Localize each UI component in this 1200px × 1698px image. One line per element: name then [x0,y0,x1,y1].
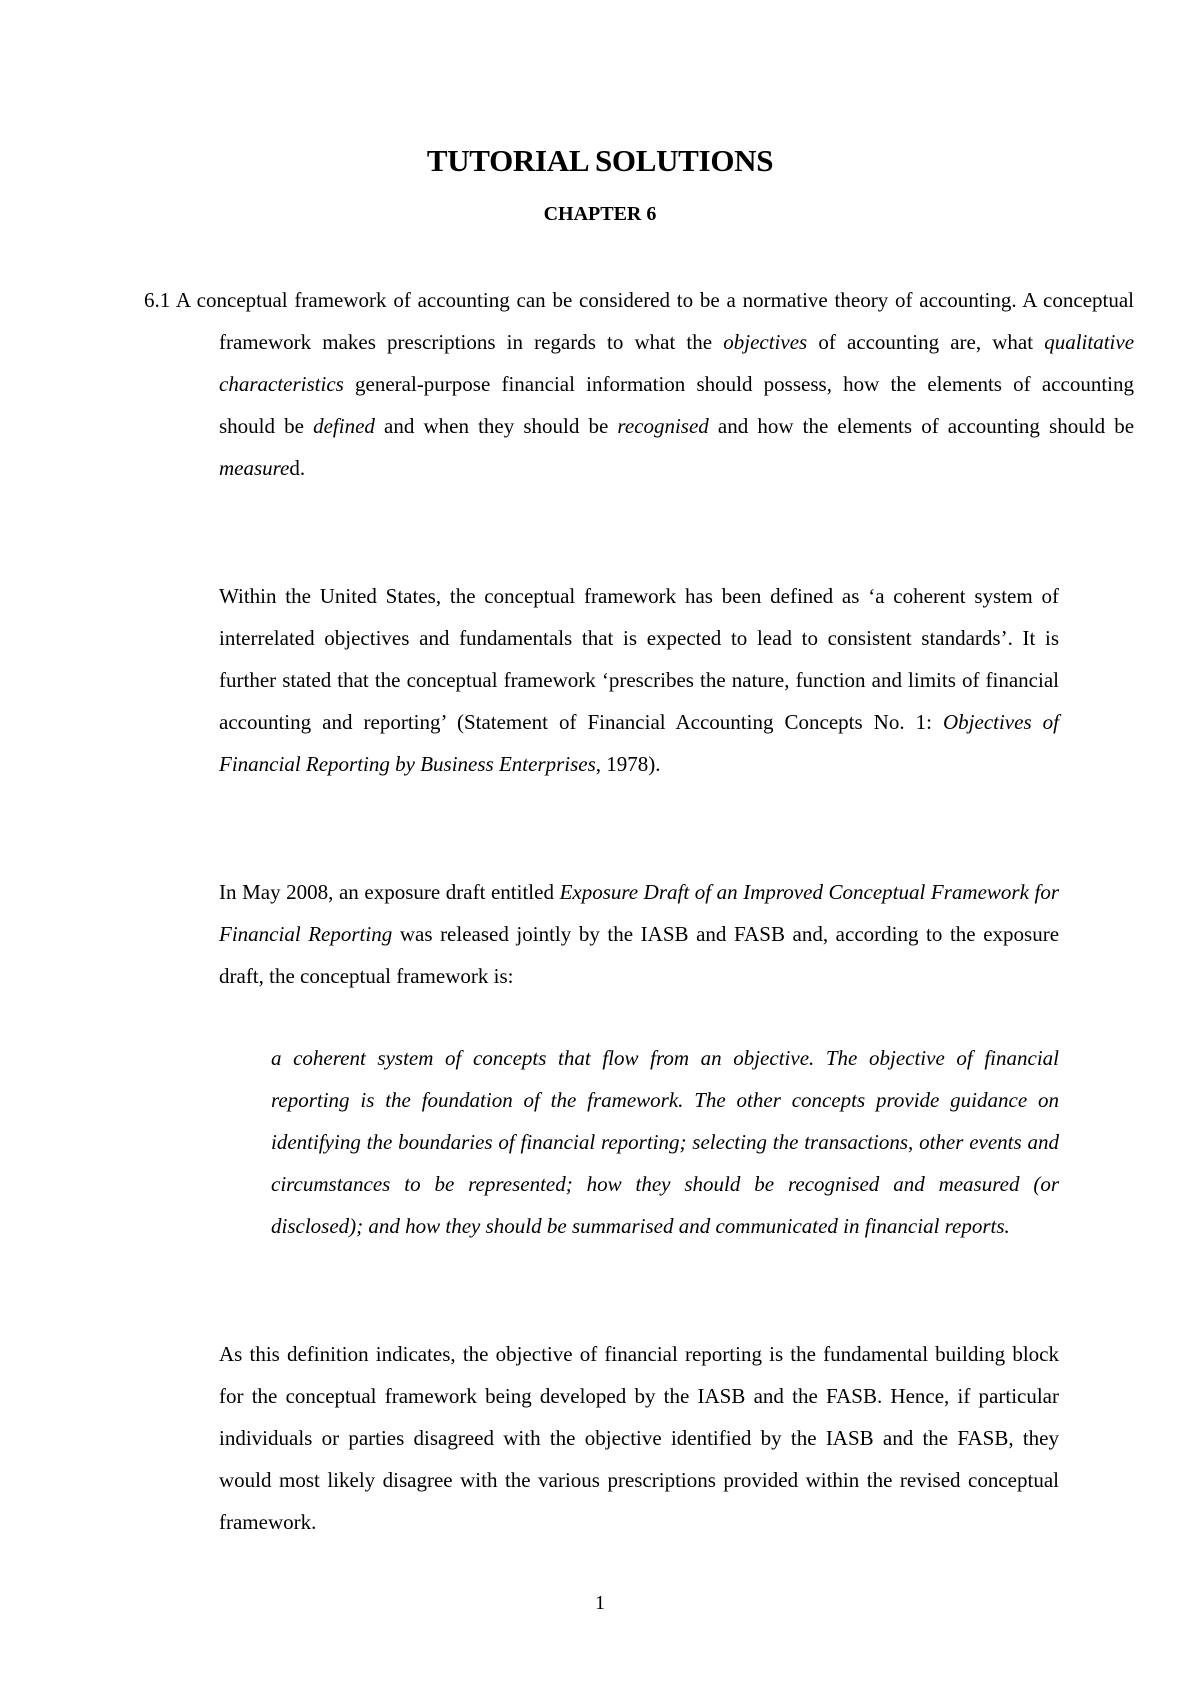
page-number: 1 [595,1592,605,1614]
paragraph-text: general-purpose financial information should possess, how the elements of accounting should be [219,372,1134,438]
paragraph-text: A conceptual framework of accounting can be considered to be a normative theory of accounting. A conceptual framework makes prescriptions in regards to what the [175,288,1135,354]
paragraph-text: , 1978). [595,752,661,776]
emphasis-measured: measure [219,456,290,480]
citation-title: Objectives of Financial Reporting by Business Enterprises [219,710,1059,776]
answer-6-1-paragraph [144,279,1134,489]
page-title: TUTORIAL SOLUTIONS [426,143,774,178]
paragraph-text: of accounting are, what [818,330,1034,354]
question-number: 6.1 [144,288,171,312]
block-quote: a coherent system of concepts that flow from an objective. The objective of financial reporting is the foundation of the framework. The other concepts provide guidance on identifying the boundaries of financial reporting; selecting the transactions, other events and circumstances to be represented; how they should be recognised and measured (or disclosed); and how they should be summarised and communicated in financial reports. [271,1046,1059,1238]
emphasis-recognised: recognised [617,414,709,438]
paragraph-text: and how the elements of accounting should be [717,414,1135,438]
exposure-draft-paragraph [219,871,1059,997]
definition-paragraph: As this definition indicates, the objective of financial reporting is the fundamental building block for the conceptual framework being developed by the IASB and the FASB. Hence, if particular individuals or parties disagreed with the objective identified by the IASB and the FASB, they would most likely disagree with the various prescriptions provided within the revised conceptual framework. [219,1342,1059,1534]
paragraph-text: Within the United States, the conceptual framework has been defined as ‘a coherent system of interrelated objectives and fundamentals that is expected to lead to consistent standards’. It is further stated that the conceptual framework ‘prescribes the nature, function and limits of financial accounting and reporting’ (Statement of Financial Accounting Concepts No. 1: [219,584,1059,734]
paragraph-text: and when they should be [384,414,609,438]
us-framework-paragraph [219,575,1059,785]
emphasis-objectives: objectives [723,330,808,354]
paragraph-text: was released jointly by the IASB and FASB and, according to the exposure draft, the conceptual framework is: [219,922,1060,988]
emphasis-defined: defined [313,414,375,438]
paragraph-text: In May 2008, an exposure draft entitled [219,880,554,904]
paragraph-text: d. [289,456,306,480]
exposure-draft-title: Exposure Draft of an Improved Conceptual Framework for Financial Reporting [219,880,1059,946]
chapter-heading: CHAPTER 6 [543,203,657,225]
emphasis-qualitative-characteristics: qualitative characteristics [219,330,1135,396]
